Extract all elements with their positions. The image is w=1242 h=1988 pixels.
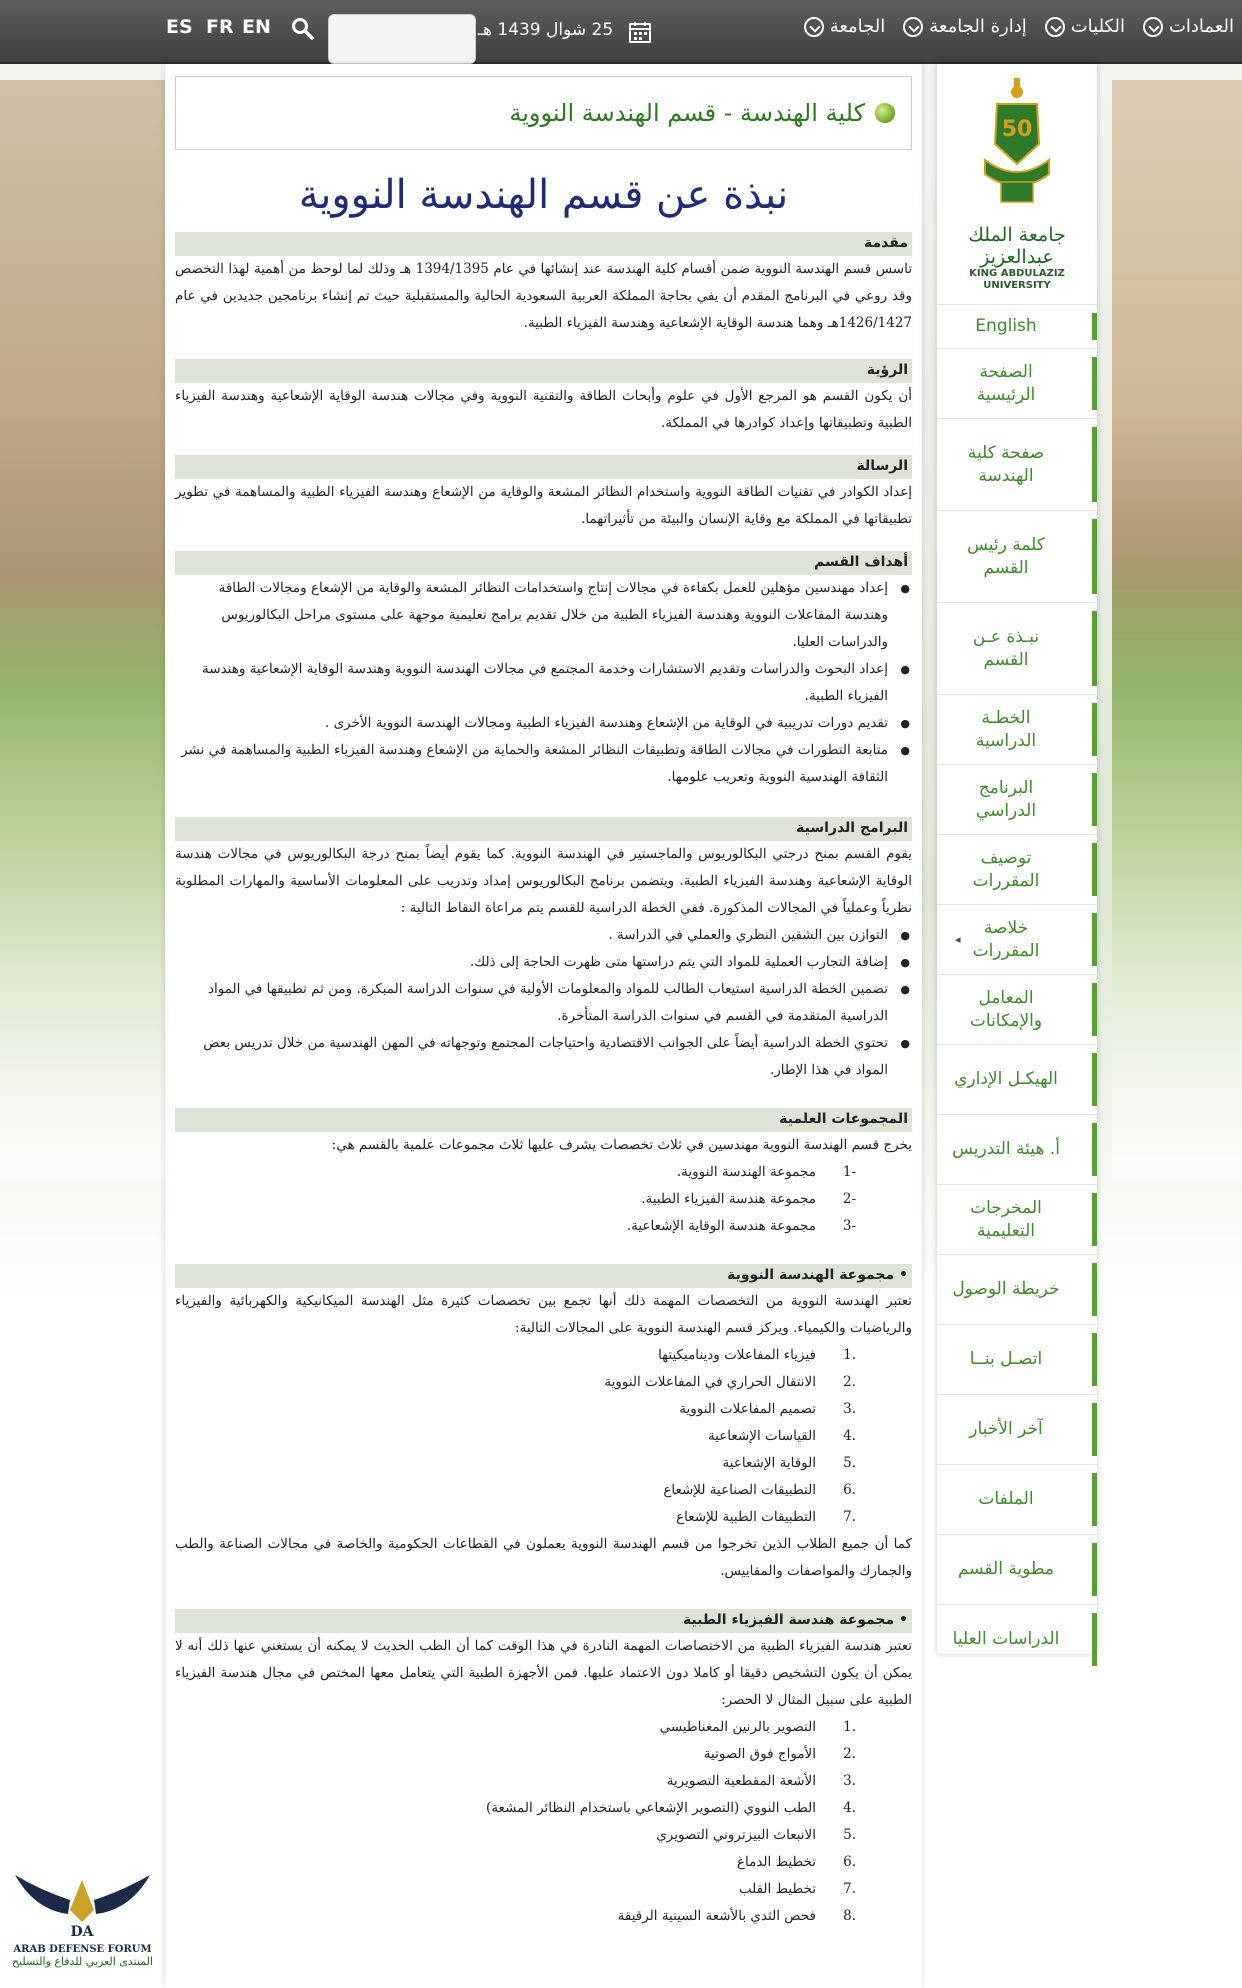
list-text: التطبيقات الطبية للإشعاع <box>676 1509 816 1525</box>
list-item: ● تضمين الخطة الدراسية استيعاب الطالب للمواد والمعلومات الأولية في سنوات الدراسة المبكرة. ومن ثم تطبيقها في المواد الدراسية المتقدمة في القسم في سنوات الدراسة المتأخرة. <box>175 976 888 1030</box>
lang-fr-link[interactable]: FR <box>206 16 234 38</box>
list-item <box>175 1876 856 1903</box>
list-number: -2 <box>842 1191 856 1207</box>
list-number: .3 <box>843 1401 856 1417</box>
list-number: .2 <box>843 1746 856 1762</box>
nav-colleges[interactable] <box>1045 16 1125 37</box>
list-number: .6 <box>843 1482 856 1498</box>
list-item <box>175 1450 856 1477</box>
list-text: مجموعة هندسة الفيزياء الطبية. <box>641 1191 816 1207</box>
list-item <box>175 1423 856 1450</box>
sidebar-item-course-description[interactable] <box>937 834 1097 904</box>
list-text: تخطيط الدماغ <box>736 1854 816 1870</box>
list-text: تخطيط القلب <box>738 1881 816 1897</box>
list-item: ● إضافة التجارب العملية للمواد التي يتم دراستها متى ظهرت الحاجة إلى ذلك. <box>175 949 888 976</box>
nav-university[interactable] <box>804 16 886 37</box>
list-item: ● تحتوي الخطة الدراسية أيضاً على الجوانب الاقتصادية واحتياجات المجتمع وتوجهاته في المهن الهندسية من خلال تدريس بعض المواد في هذا الإطار. <box>175 1030 888 1084</box>
nuclear-text: تعتبر الهندسة النووية من التخصصات المهمة ذلك أنها تجمع بين تخصصات كثيرة مثل الهندسة الميكانيكية والكهربائية والفيزياء والرياضيات والكيمياء. ويركز قسم الهندسة النووية على المجالات التالية: <box>175 1293 912 1336</box>
svg-text:DA: DA <box>70 1924 94 1940</box>
sidebar-item-label: خلاصة المقررات <box>972 917 1040 961</box>
sidebar-item-label: مطوية القسم <box>957 1559 1055 1579</box>
svg-text:50: 50 <box>1001 117 1033 142</box>
logo-arabic-name: جامعة الملك عبدالعزيز <box>968 224 1066 268</box>
list-item <box>175 1903 856 1930</box>
section-heading: البرامج الدراسية <box>175 817 912 841</box>
list-number: .7 <box>843 1881 856 1897</box>
nav-label: الجامعة <box>829 16 886 37</box>
list-text: الانتقال الحراري في المفاعلات النووية <box>604 1374 816 1390</box>
sidebar-item-label: المعامل والإمكانات <box>969 987 1043 1031</box>
list-number: -1 <box>842 1164 856 1180</box>
sidebar-item-label: الهيكـل الإداري <box>954 1069 1058 1089</box>
list-text: التطبيقات الصناعية للإشعاع <box>663 1482 816 1498</box>
sidebar-item-label: الدراسات العليا <box>952 1629 1060 1649</box>
university-emblem-icon <box>967 74 1067 224</box>
list-number: .5 <box>843 1455 856 1471</box>
list-item <box>175 1396 856 1423</box>
list-number: .1 <box>843 1719 856 1735</box>
groups-text: يخرج قسم الهندسة النووية مهندسين في ثلاث تخصصات يشرف عليها ثلاث مجموعات علمية بالقسم هي: <box>331 1137 912 1153</box>
list-text: فحص الثدي بالأشعة السينية الرقيقة <box>617 1908 816 1924</box>
section-heading: الرسالة <box>175 455 912 479</box>
list-number: -3 <box>842 1218 856 1234</box>
hijri-date: 25 شوال 1439 هـ <box>478 20 614 40</box>
list-item: ● التوازن بين الشقين النظري والعملي في الدراسة . <box>175 922 888 949</box>
sidebar-item-label: البرنامج الدراسي <box>975 777 1037 821</box>
top-bar <box>0 0 1242 64</box>
chevron-down-icon <box>1143 17 1163 37</box>
chevron-down-icon <box>1045 17 1065 37</box>
sidebar-item-program[interactable] <box>937 764 1097 834</box>
list-item <box>175 1504 856 1531</box>
forum-watermark-logo <box>10 1870 155 1988</box>
list-text: الوقاية الإشعاعية <box>722 1455 816 1471</box>
list-text: تصميم المفاعلات النووية <box>679 1401 816 1417</box>
list-text: التصوير بالرنين المغناطيسي <box>659 1719 816 1735</box>
list-text: الأمواج فوق الصوتية <box>703 1746 816 1762</box>
nuclear-list <box>175 1342 912 1531</box>
list-number: .3 <box>843 1773 856 1789</box>
main-content <box>165 64 922 1988</box>
sidebar-item-chair-word[interactable] <box>937 510 1097 602</box>
sidebar-item-about[interactable] <box>937 602 1097 694</box>
sidebar-item-map[interactable] <box>937 1254 1097 1324</box>
lang-es-link[interactable]: ES <box>166 16 193 38</box>
list-number: .8 <box>843 1908 856 1924</box>
list-item <box>175 1795 856 1822</box>
university-logo[interactable] <box>937 64 1097 304</box>
list-item <box>175 1714 856 1741</box>
section-heading: أهداف القسم <box>175 551 912 575</box>
sidebar-item-label: English <box>975 316 1037 336</box>
search-icon[interactable] <box>290 16 314 40</box>
eagle-wings-icon <box>10 1870 155 1940</box>
section-heading: • مجموعة هندسة الفيزياء الطبية <box>175 1609 912 1633</box>
list-number: .2 <box>843 1374 856 1390</box>
sidebar-item-label: الصفحة الرئيسية <box>976 361 1036 405</box>
sidebar-item-outcomes[interactable] <box>937 1184 1097 1254</box>
list-text: الأشعة المقطعية التصويرية <box>666 1773 816 1789</box>
sidebar-item-home[interactable] <box>937 348 1097 418</box>
sidebar-item-brochure[interactable] <box>937 1534 1097 1604</box>
sidebar-item-structure[interactable] <box>937 1044 1097 1114</box>
sidebar-item-label: آخر الأخبار <box>969 1419 1043 1439</box>
nuclear-after-text: كما أن جميع الطلاب الذين تخرجوا من قسم الهندسة النووية يعملون في القطاعات الحكومية والخاصة في مجالات الصناعة والطب والجمارك والمواصفات والمقاييس. <box>175 1536 912 1579</box>
programs-list <box>175 922 912 1084</box>
sidebar-item-label: الخطـة الدراسية <box>975 707 1037 751</box>
list-item <box>175 1768 856 1795</box>
list-number: .7 <box>843 1509 856 1525</box>
list-item <box>175 1822 856 1849</box>
sidebar-item-college-page[interactable] <box>937 418 1097 510</box>
forum-name-ar: المنتدى العربي للدفاع والتسليح <box>11 1955 154 1968</box>
chevron-down-icon <box>903 17 923 37</box>
breadcrumb <box>175 76 912 150</box>
list-number: .4 <box>843 1428 856 1444</box>
list-item <box>175 1369 856 1396</box>
sidebar-item-study-plan[interactable] <box>937 694 1097 764</box>
section-heading: مقدمة <box>175 232 912 256</box>
vision-text: أن يكون القسم هو المرجع الأول في علوم وأبحاث الطاقة والتقنية النووية وفي مجالات هندسة الوقاية الإشعاعية وهندسة الفيزياء الطبية وتطبيقاتها وإعداد كوادرها في المملكة. <box>175 388 912 431</box>
programs-text: يقوم القسم بمنح درجتي البكالوريوس والماجستير في الهندسة النووية. كما يقوم أيضاً بمنح درجة البكالوريوس في مجالات هندسة الوقاية الإشعاعية وهندسة الفيزياء الطبية. ويتضمن برنامج البكالوريوس إمداد وتدريب على المعلومات الأساسية والمهارات المطلوبة نظرياً وعملياً في المجالات المذكورة. ففي الخطة الدراسية للقسم يتم مراعاة النقاط التالية : <box>175 846 912 916</box>
search-input[interactable] <box>328 14 476 64</box>
list-item: ● إعداد مهندسين مؤهلين للعمل بكفاءة في مجالات إنتاج واستخدامات النظائر المشعة والوقاية من الإشعاع ومجالات الطاقة وهندسة المفاعلات النووية وهندسة الفيزياء الطبية من خلال تقديم برامج تعليمية موجهة على مستوى مراحل البكالوريوس والدراسات العليا. <box>175 575 888 656</box>
sidebar-item-label: أ. هيئة التدريس <box>952 1139 1060 1159</box>
breadcrumb-text[interactable]: كلية الهندسة - قسم الهندسة النووية <box>509 99 865 127</box>
sidebar-item-contact[interactable] <box>937 1324 1097 1394</box>
section-heading: المجموعات العلمية <box>175 1108 912 1132</box>
sidebar-item-label: خريطة الوصول <box>952 1279 1060 1299</box>
calendar-icon <box>628 20 652 44</box>
section-heading: • مجموعة الهندسة النووية <box>175 1264 912 1288</box>
sidebar-item-faculty[interactable] <box>937 1114 1097 1184</box>
nav-label: إدارة الجامعة <box>929 16 1027 37</box>
list-item <box>175 1159 856 1186</box>
list-item <box>175 1342 856 1369</box>
medical-list <box>175 1714 912 1930</box>
nav-label: العمادات <box>1168 16 1234 37</box>
nav-deanships[interactable] <box>1143 16 1234 37</box>
chevron-left-icon: ◂ <box>955 933 961 946</box>
nav-label: الكليات <box>1070 16 1125 37</box>
sidebar-item-label: صفحة كلية الهندسة <box>967 442 1045 486</box>
list-number: .4 <box>843 1800 856 1816</box>
groups-list <box>175 1159 912 1240</box>
medical-text: تعتبر هندسة الفيزياء الطبية من الاختصاصات المهمة النادرة في هذا الوقت كما أن الطب الحديث لا يمكنه أن يستغني عنها ذلك أنه لا يمكن أن يكون التشخيص دقيقا أو كاملا دون الاعتماد عليها. فمن الأجهزة الطبية التي يتعامل معها المختص في مجال هندسة الفيزياء الطبية على سبيل المثال لا الحصر: <box>175 1638 912 1708</box>
list-text: فيزياء المفاعلات وديناميكيتها <box>658 1347 816 1363</box>
sidebar-item-label: المخرجات التعليمية <box>970 1197 1042 1241</box>
page-title: نبذة عن قسم الهندسة النووية <box>298 172 789 218</box>
forum-name-en: ARAB DEFENSE FORUM <box>13 1944 152 1955</box>
list-number: .1 <box>843 1347 856 1363</box>
sidebar-item-labs[interactable] <box>937 974 1097 1044</box>
list-item <box>175 1186 856 1213</box>
goals-list <box>175 575 912 791</box>
list-item: ● إعداد البحوث والدراسات وتقديم الاستشارات وخدمة المجتمع في مجالات الهندسة النووية وهندسة الوقاية الإشعاعية وهندسة الفيزياء الطبية. <box>175 656 888 710</box>
mission-text: إعداد الكوادر في تقنيات الطاقة النووية واستخدام النظائر المشعة والوقاية من الإشعاع وهندسة الفيزياء الطبية والمساهمة في تطوير تطبيقاتها في المملكة مع وقاية الإنسان والبيئة من تأثيراتهما. <box>175 484 912 527</box>
sidebar-item-label: الملفات <box>978 1489 1034 1509</box>
list-item <box>175 1849 856 1876</box>
list-item: ● تقديم دورات تدريبية في الوقاية من الإشعاع وهندسة الفيزياء الطبية ومجالات الهندسة النووية الأخرى . <box>175 710 888 737</box>
main-nav <box>804 16 1234 37</box>
sidebar-item-label: توصيف المقررات <box>972 847 1040 891</box>
sidebar-item-label: اتصـل بنــا <box>969 1349 1043 1369</box>
nav-administration[interactable] <box>903 16 1026 37</box>
green-bullet-icon <box>875 103 895 123</box>
list-text: الانبعاث البيزتروني التصويري <box>656 1827 816 1843</box>
list-item: ● متابعة التطورات في مجالات الطاقة وتطبيقات النظائر المشعة والحماية من الإشعاع وهندسة الفيزياء الطبية والمساهمة في نشر الثقافة الهندسية النووية وتعريب علومها. <box>175 737 888 791</box>
list-number: .5 <box>843 1827 856 1843</box>
section-heading: الرؤية <box>175 359 912 383</box>
list-text: مجموعة هندسة الوقاية الإشعاعية. <box>626 1218 816 1234</box>
list-text: الطب النووي (التصوير الإشعاعي باستخدام النظائر المشعة) <box>486 1800 816 1816</box>
sidebar-item-label: كلمة رئيس القسم <box>967 534 1045 578</box>
background-building-left <box>0 80 170 1180</box>
sidebar-item-label: نبـذة عـن القسم <box>972 626 1040 670</box>
list-item <box>175 1477 856 1504</box>
background-building-right <box>1112 80 1242 1180</box>
sidebar-item-files[interactable] <box>937 1464 1097 1534</box>
list-text: مجموعة الهندسة النووية. <box>676 1164 816 1180</box>
lang-en-link[interactable]: EN <box>242 16 271 38</box>
intro-text: تاسس قسم الهندسة النووية ضمن أقسام كلية الهندسة عند إنشائها في عام 1394/1395 هـ وذلك لما لوحظ من أهمية لهذا التخصص وقد روعي في البرنامج المقدم أن يفي بحاجة المملكة العربية السعودية الحالية والمستقبلية حيث تم إنشاء برنامجين جديدين في عام 1426/1427هـ وهما هندسة الوقاية الإشعاعية وهندسة الفيزياء الطبية. <box>175 261 912 331</box>
sidebar-item-course-summary[interactable] <box>937 904 1097 974</box>
sidebar <box>937 64 1097 1654</box>
list-text: القياسات الإشعاعية <box>707 1428 816 1444</box>
sidebar-item-english[interactable] <box>937 304 1097 348</box>
chevron-down-icon <box>804 17 824 37</box>
logo-english-name: KING ABDULAZIZ UNIVERSITY <box>969 268 1065 291</box>
list-number: .6 <box>843 1854 856 1870</box>
sidebar-item-news[interactable] <box>937 1394 1097 1464</box>
list-item <box>175 1741 856 1768</box>
list-item <box>175 1213 856 1240</box>
sidebar-item-graduate[interactable] <box>937 1604 1097 1674</box>
